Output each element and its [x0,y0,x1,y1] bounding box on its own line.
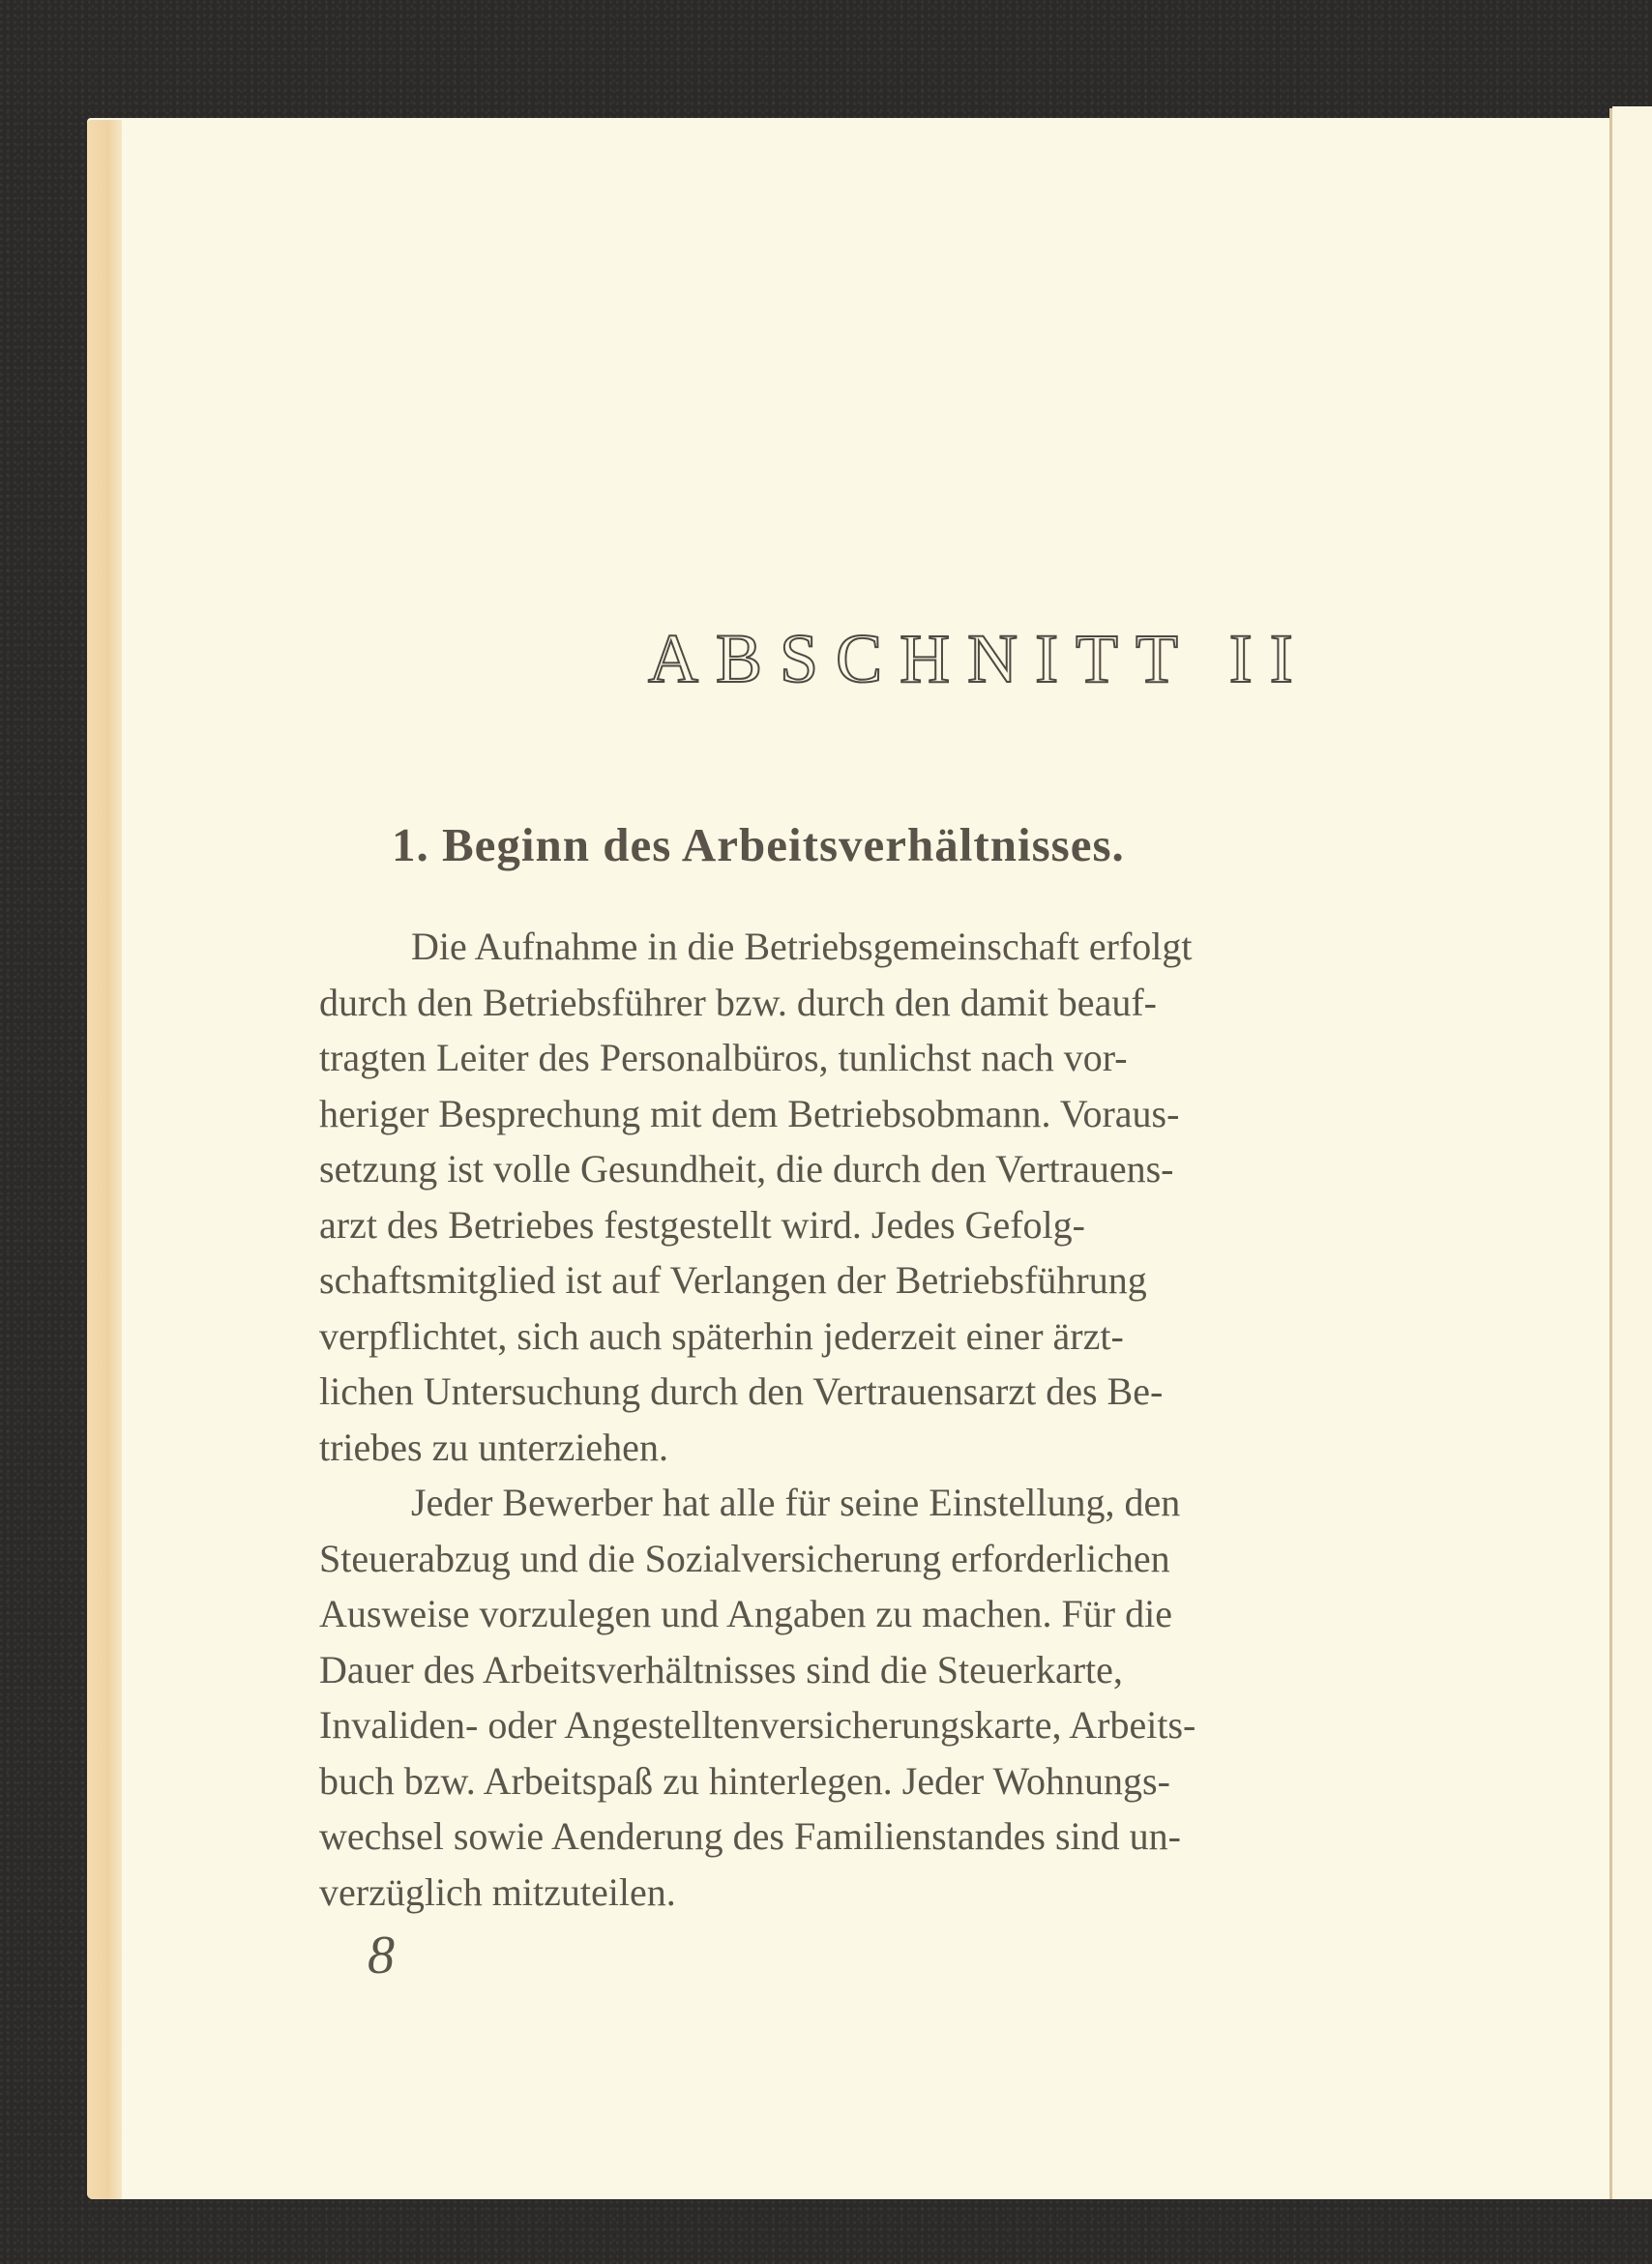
text-line: verpflichtet, sich auch späterhin jederzeit einer ärzt- [319,1313,1124,1358]
text-line: arzt des Betriebes festgestellt wird. Jedes Gefolg- [319,1202,1085,1247]
paragraph-1 [319,919,1478,1475]
text-line: tragten Leiter des Personalbüros, tunlichst nach vor- [319,1036,1128,1079]
section-title: ABSCHNITT II [648,620,1311,697]
text-line: Jeder Bewerber hat alle für seine Einstellung, den [411,1481,1181,1524]
text-line: setzung ist volle Gesundheit, die durch den Vertrauens- [319,1147,1174,1191]
facing-page-edge [1612,106,1652,2199]
text-line: lichen Untersuchung durch den Vertrauensarzt des Be- [319,1369,1164,1413]
text-line: Invaliden- oder Angestelltenversicherungskarte, Arbeits- [319,1703,1196,1747]
paragraph-2 [319,1475,1478,1920]
text-line: triebes zu unterziehen. [319,1425,668,1469]
text-line: Dauer des Arbeitsverhältnisses sind die Steuerkarte, [319,1647,1123,1691]
page-gutter-line [1609,108,1612,2199]
text-line: Ausweise vorzulegen und Angaben zu machen. Für die [319,1592,1172,1635]
text-line: durch den Betriebsführer bzw. durch den damit beauf- [319,980,1157,1024]
text-line: wechsel sowie Aenderung des Familienstandes sind un- [319,1814,1181,1858]
text-line: schaftsmitglied ist auf Verlangen der Betriebsführung [319,1258,1147,1302]
section-heading: 1. Beginn des Arbeitsverhältnisses. [392,818,1125,871]
page-number: 8 [368,1926,395,1985]
text-line: Die Aufnahme in die Betriebsgemeinschaft erfolgt [411,925,1193,968]
text-line: Steuerabzug und die Sozialversicherung erforderlichen [319,1536,1170,1580]
text-line: buch bzw. Arbeitspaß zu hinterlegen. Jeder Wohnungs- [319,1758,1170,1803]
text-line: heriger Besprechung mit dem Betriebsobmann. Voraus- [319,1091,1180,1135]
text-line: verzüglich mitzuteilen. [319,1869,676,1914]
page-spine-edge [87,120,122,2199]
